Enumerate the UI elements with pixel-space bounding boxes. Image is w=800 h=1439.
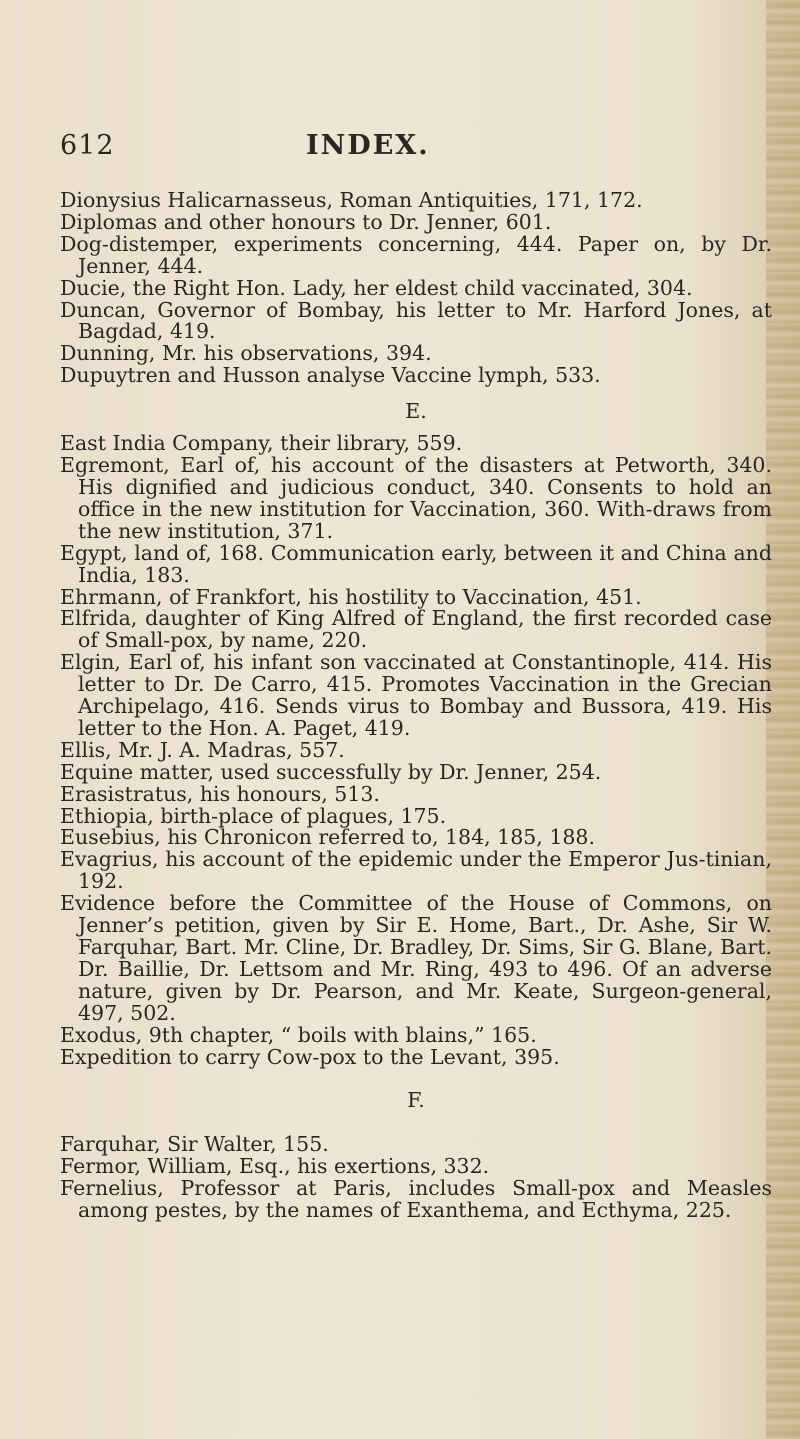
index-entry: Ellis, Mr. J. A. Madras, 557. bbox=[60, 737, 345, 762]
index-entry: Elfrida, daughter of King Alfred of England, the first recorded case of Small-pox, by name, 220. bbox=[60, 606, 772, 653]
index-entry: Dog-distemper, experiments concerning, 444. Paper on, by Dr. Jenner, 444. bbox=[60, 231, 772, 278]
page-header bbox=[60, 130, 760, 170]
index-entry: Ehrmann, of Frankfort, his hostility to Vaccination, 451. bbox=[60, 584, 642, 609]
index-entry: Erasistratus, his honours, 513. bbox=[60, 781, 380, 806]
index-entry: Diplomas and other honours to Dr. Jenner, 601. bbox=[60, 209, 552, 234]
index-entry: Dunning, Mr. his observations, 394. bbox=[60, 341, 432, 366]
index-entry: Ethiopia, birth-place of plagues, 175. bbox=[60, 803, 447, 828]
section-letter-e: E. bbox=[405, 399, 427, 424]
index-entry: East India Company, their library, 559. bbox=[60, 431, 463, 456]
index-entry: Egypt, land of, 168. Communication early, between it and China and India, 183. bbox=[60, 540, 772, 587]
index-entries bbox=[60, 190, 772, 1222]
index-entry: Duncan, Governor of Bombay, his letter to Mr. Harford Jones, at Bagdad, 419. bbox=[60, 297, 772, 344]
page-number: 612 bbox=[60, 130, 115, 161]
index-entry: Ducie, the Right Hon. Lady, her eldest child vaccinated, 304. bbox=[60, 275, 693, 300]
index-entry: Fernelius, Professor at Paris, includes Small-pox and Measles among pestes, by the names of Exanthema, and Ecthyma, 225. bbox=[60, 1176, 772, 1223]
index-entry: Elgin, Earl of, his infant son vaccinated at Constantinople, 414. His letter to Dr. De Carro, 415. Promotes Vaccination in the Grecian Archipelago, 416. Sends virus to Bombay and Bussora, 419. His letter to the Hon. A. Paget, 419. bbox=[60, 650, 772, 740]
index-entry: Dupuytren and Husson analyse Vaccine lymph, 533. bbox=[60, 363, 601, 388]
running-head: INDEX. bbox=[306, 130, 430, 161]
index-entry: Egremont, Earl of, his account of the disasters at Petworth, 340. His dignified and judicious conduct, 340. Consents to hold an office in the new institution for Vaccination, 360. With-draws from the new institution, 371. bbox=[60, 453, 772, 543]
index-entry: Exodus, 9th chapter, “ boils with blains,” 165. bbox=[60, 1022, 537, 1047]
index-entry: Farquhar, Sir Walter, 155. bbox=[60, 1132, 329, 1157]
index-entry: Evagrius, his account of the epidemic under the Emperor Jus-tinian, 192. bbox=[60, 847, 772, 894]
index-entry: Eusebius, his Chronicon referred to, 184, 185, 188. bbox=[60, 825, 595, 850]
index-entry: Evidence before the Committee of the House of Commons, on Jenner’s petition, given by Sir E. Home, Bart., Dr. Ashe, Sir W. Farquhar, Bart. Mr. Cline, Dr. Bradley, Dr. Sims, Sir G. Blane, Bart. Dr. Baillie, Dr. Lettsom and Mr. Ring, 493 to 496. Of an adverse nature, given by Dr. Pearson, and Mr. Keate, Surgeon-general, 497, 502. bbox=[60, 891, 772, 1025]
index-entry: Dionysius Halicarnasseus, Roman Antiquities, 171, 172. bbox=[60, 188, 643, 212]
index-entry: Fermor, William, Esq., his exertions, 332. bbox=[60, 1154, 490, 1179]
index-entry: Equine matter, used successfully by Dr. Jenner, 254. bbox=[60, 759, 602, 784]
section-letter-f: F. bbox=[407, 1088, 425, 1113]
index-entry: Expedition to carry Cow-pox to the Levant, 395. bbox=[60, 1044, 560, 1069]
